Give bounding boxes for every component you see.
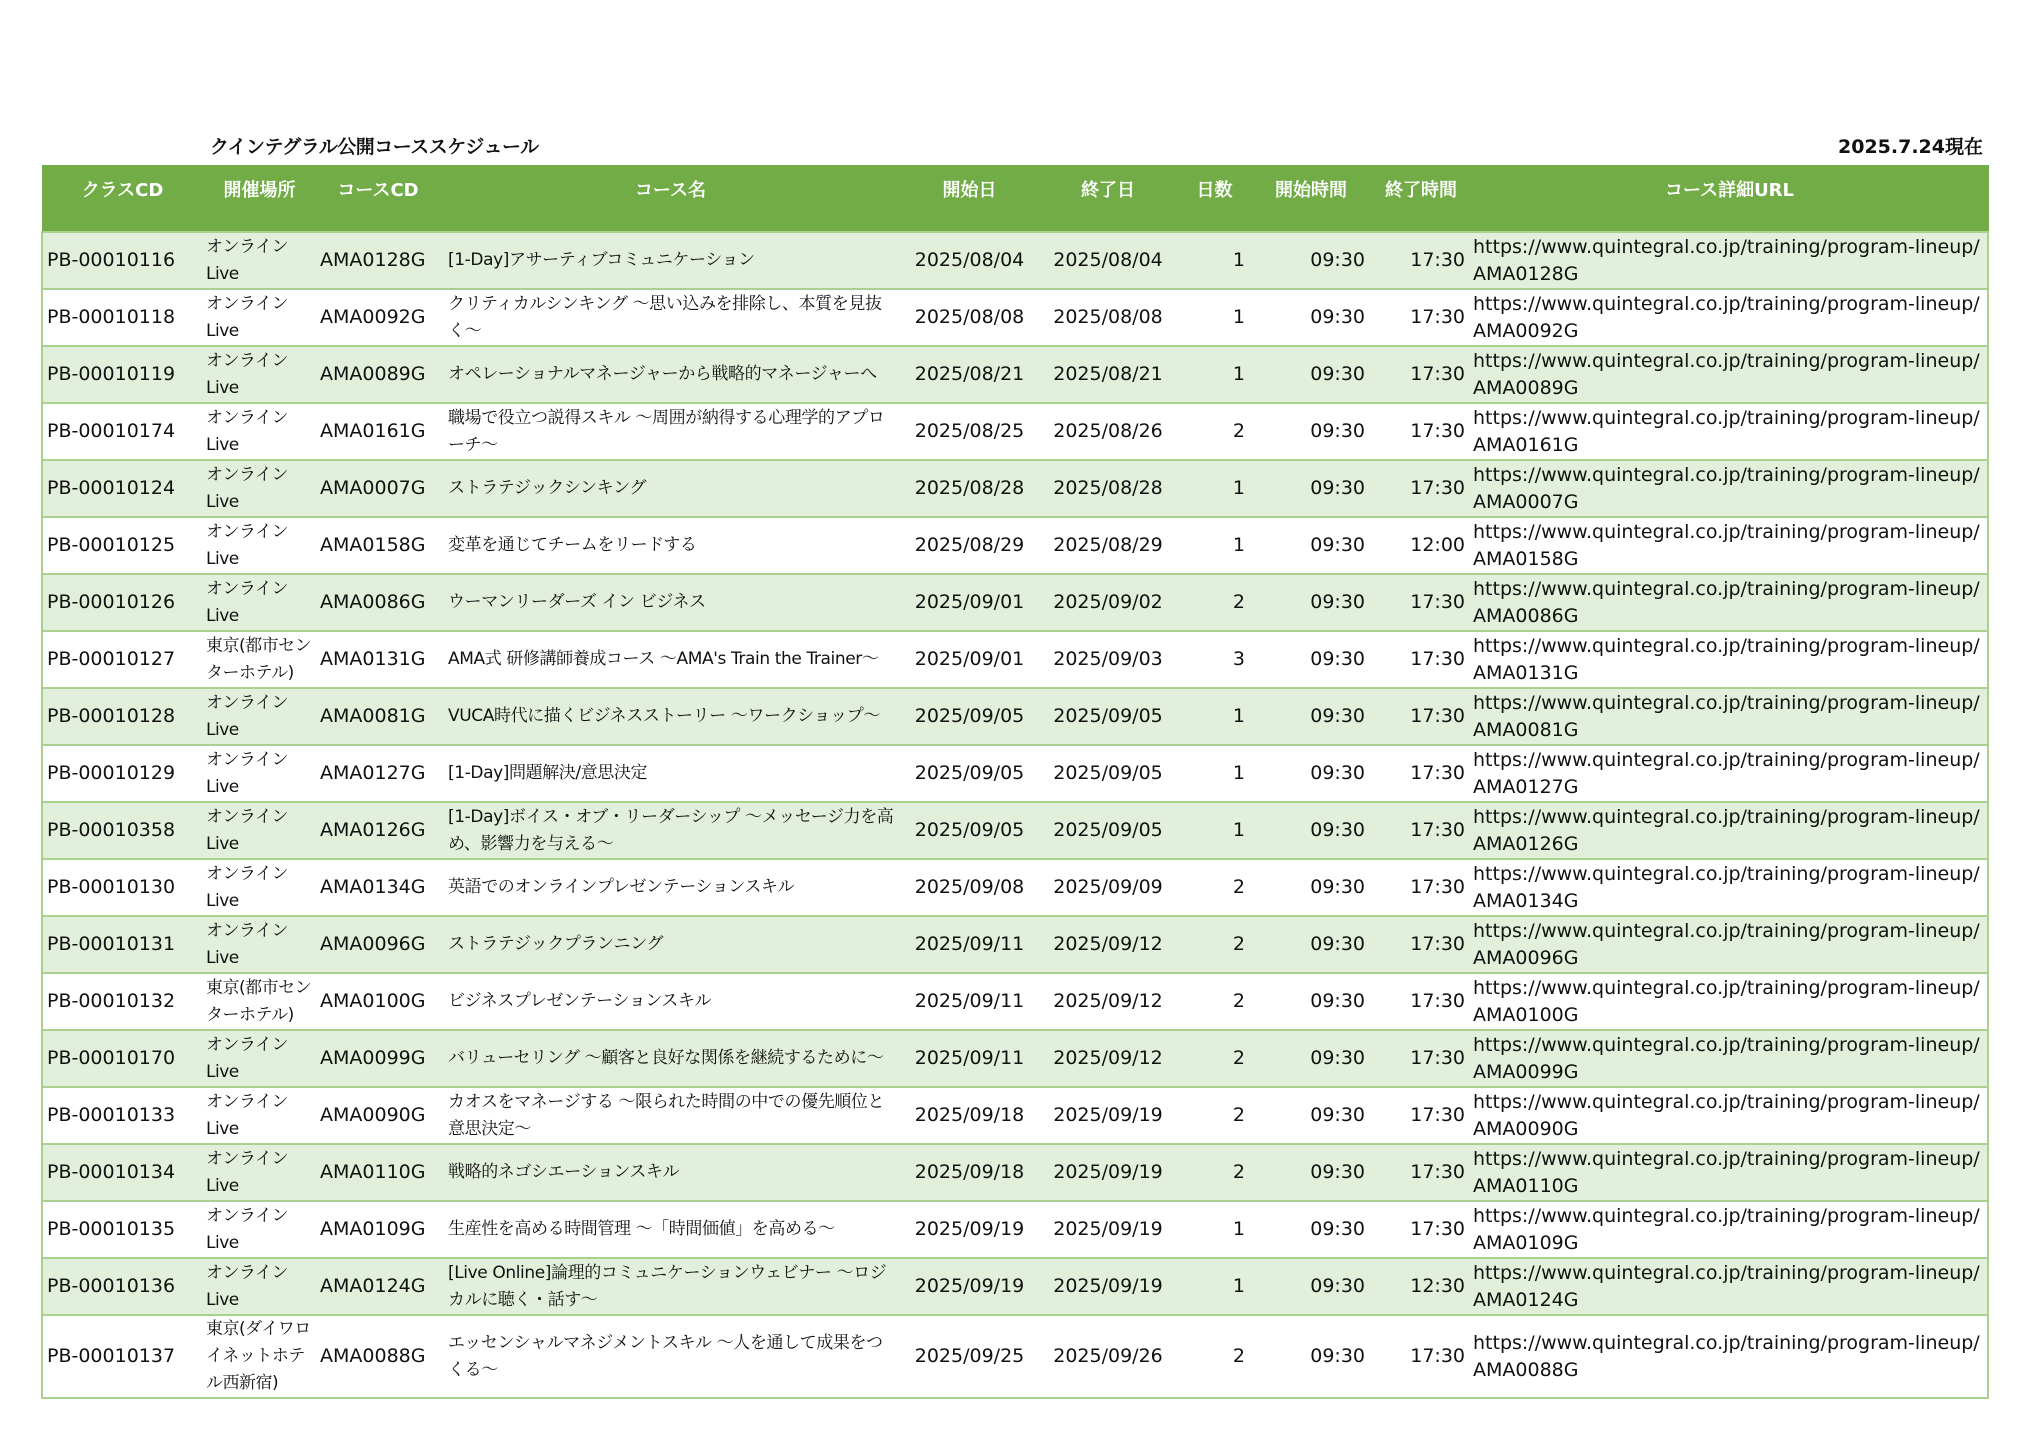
end-date-cell: 2025/09/19: [1038, 1258, 1178, 1315]
table-row: [42, 460, 1988, 517]
venue-cell: オンライン Live: [203, 1087, 316, 1144]
document-title: クインテグラル公開コーススケジュール: [210, 136, 539, 158]
table-row: [42, 973, 1988, 1030]
venue-cell: 東京(ダイワロイネットホテル西新宿): [203, 1315, 316, 1398]
end-date-cell: 2025/08/21: [1038, 346, 1178, 403]
end-time-cell: 17:30: [1371, 688, 1471, 745]
course-cd-cell: AMA0127G: [316, 745, 440, 802]
header-start-date: 開始日: [901, 165, 1038, 232]
course-cd-cell: AMA0007G: [316, 460, 440, 517]
header-end-time: 終了時間: [1371, 165, 1471, 232]
header-course-cd: コースCD: [316, 165, 440, 232]
table-row: [42, 574, 1988, 631]
class-cd-cell: PB-00010132: [42, 973, 203, 1030]
table-row: [42, 289, 1988, 346]
start-date-cell: 2025/09/05: [901, 688, 1038, 745]
start-date-cell: 2025/09/05: [901, 745, 1038, 802]
class-cd-cell: PB-00010126: [42, 574, 203, 631]
end-time-cell: 17:30: [1371, 631, 1471, 688]
venue-cell: オンライン Live: [203, 574, 316, 631]
as-of-date: 2025.7.24現在: [1838, 136, 1983, 158]
start-time-cell: 09:30: [1251, 460, 1371, 517]
class-cd-cell: PB-00010170: [42, 1030, 203, 1087]
end-time-cell: 17:30: [1371, 973, 1471, 1030]
venue-cell: オンライン Live: [203, 403, 316, 460]
header-row: [42, 165, 1988, 232]
days-cell: 1: [1178, 460, 1251, 517]
venue-cell: オンライン Live: [203, 1201, 316, 1258]
course-url-link[interactable]: https://www.quintegral.co.jp/training/program-lineup/AMA0128G: [1471, 232, 1988, 289]
class-cd-cell: PB-00010135: [42, 1201, 203, 1258]
class-cd-cell: PB-00010119: [42, 346, 203, 403]
end-time-cell: 17:30: [1371, 1201, 1471, 1258]
course-name-cell: 職場で役立つ説得スキル ～周囲が納得する心理学的アプローチ～: [440, 403, 901, 460]
course-name-cell: カオスをマネージする ～限られた時間の中での優先順位と意思決定～: [440, 1087, 901, 1144]
venue-cell: オンライン Live: [203, 1258, 316, 1315]
venue-cell: 東京(都市センターホテル): [203, 631, 316, 688]
course-url-link[interactable]: https://www.quintegral.co.jp/training/program-lineup/AMA0124G: [1471, 1258, 1988, 1315]
course-cd-cell: AMA0126G: [316, 802, 440, 859]
end-date-cell: 2025/08/04: [1038, 232, 1178, 289]
start-date-cell: 2025/08/28: [901, 460, 1038, 517]
table-row: [42, 403, 1988, 460]
class-cd-cell: PB-00010118: [42, 289, 203, 346]
course-cd-cell: AMA0158G: [316, 517, 440, 574]
course-cd-cell: AMA0092G: [316, 289, 440, 346]
end-date-cell: 2025/09/03: [1038, 631, 1178, 688]
days-cell: 1: [1178, 802, 1251, 859]
course-url-link[interactable]: https://www.quintegral.co.jp/training/program-lineup/AMA0088G: [1471, 1315, 1988, 1398]
start-date-cell: 2025/09/25: [901, 1315, 1038, 1398]
start-time-cell: 09:30: [1251, 859, 1371, 916]
header-start-time: 開始時間: [1251, 165, 1371, 232]
venue-cell: オンライン Live: [203, 460, 316, 517]
course-name-cell: AMA式 研修講師養成コース ～AMA's Train the Trainer～: [440, 631, 901, 688]
days-cell: 1: [1178, 232, 1251, 289]
start-time-cell: 09:30: [1251, 973, 1371, 1030]
table-row: [42, 517, 1988, 574]
course-url-link[interactable]: https://www.quintegral.co.jp/training/program-lineup/AMA0007G: [1471, 460, 1988, 517]
header-days: 日数: [1178, 165, 1251, 232]
table-row: [42, 232, 1988, 289]
class-cd-cell: PB-00010131: [42, 916, 203, 973]
course-name-cell: ストラテジックシンキング: [440, 460, 901, 517]
table-row: [42, 1201, 1988, 1258]
course-name-cell: ウーマンリーダーズ イン ビジネス: [440, 574, 901, 631]
course-cd-cell: AMA0086G: [316, 574, 440, 631]
class-cd-cell: PB-00010174: [42, 403, 203, 460]
course-url-link[interactable]: https://www.quintegral.co.jp/training/program-lineup/AMA0127G: [1471, 745, 1988, 802]
course-url-link[interactable]: https://www.quintegral.co.jp/training/program-lineup/AMA0090G: [1471, 1087, 1988, 1144]
class-cd-cell: PB-00010129: [42, 745, 203, 802]
course-url-link[interactable]: https://www.quintegral.co.jp/training/program-lineup/AMA0100G: [1471, 973, 1988, 1030]
course-url-link[interactable]: https://www.quintegral.co.jp/training/program-lineup/AMA0092G: [1471, 289, 1988, 346]
end-date-cell: 2025/09/12: [1038, 916, 1178, 973]
end-date-cell: 2025/09/12: [1038, 1030, 1178, 1087]
course-cd-cell: AMA0090G: [316, 1087, 440, 1144]
start-date-cell: 2025/09/19: [901, 1258, 1038, 1315]
start-date-cell: 2025/09/19: [901, 1201, 1038, 1258]
start-time-cell: 09:30: [1251, 745, 1371, 802]
course-url-link[interactable]: https://www.quintegral.co.jp/training/program-lineup/AMA0158G: [1471, 517, 1988, 574]
days-cell: 2: [1178, 1315, 1251, 1398]
end-time-cell: 17:30: [1371, 859, 1471, 916]
course-name-cell: オペレーショナルマネージャーから戦略的マネージャーへ: [440, 346, 901, 403]
end-time-cell: 17:30: [1371, 802, 1471, 859]
class-cd-cell: PB-00010358: [42, 802, 203, 859]
class-cd-cell: PB-00010127: [42, 631, 203, 688]
end-time-cell: 17:30: [1371, 745, 1471, 802]
course-cd-cell: AMA0109G: [316, 1201, 440, 1258]
course-cd-cell: AMA0131G: [316, 631, 440, 688]
class-cd-cell: PB-00010133: [42, 1087, 203, 1144]
venue-cell: オンライン Live: [203, 859, 316, 916]
start-date-cell: 2025/08/21: [901, 346, 1038, 403]
end-date-cell: 2025/08/29: [1038, 517, 1178, 574]
end-date-cell: 2025/09/05: [1038, 802, 1178, 859]
start-date-cell: 2025/09/08: [901, 859, 1038, 916]
course-cd-cell: AMA0124G: [316, 1258, 440, 1315]
course-cd-cell: AMA0161G: [316, 403, 440, 460]
course-url-link[interactable]: https://www.quintegral.co.jp/training/program-lineup/AMA0089G: [1471, 346, 1988, 403]
course-cd-cell: AMA0081G: [316, 688, 440, 745]
course-name-cell: [Live Online]論理的コミュニケーションウェビナー ～ロジカルに聴く・話す～: [440, 1258, 901, 1315]
course-cd-cell: AMA0089G: [316, 346, 440, 403]
start-date-cell: 2025/09/05: [901, 802, 1038, 859]
days-cell: 1: [1178, 688, 1251, 745]
course-cd-cell: AMA0099G: [316, 1030, 440, 1087]
days-cell: 2: [1178, 574, 1251, 631]
table-row: [42, 1087, 1988, 1144]
course-name-cell: [1-Day]ボイス・オブ・リーダーシップ ～メッセージ力を高め、影響力を与える～: [440, 802, 901, 859]
class-cd-cell: PB-00010134: [42, 1144, 203, 1201]
header-venue: 開催場所: [203, 165, 316, 232]
end-date-cell: 2025/09/19: [1038, 1201, 1178, 1258]
table-row: [42, 1144, 1988, 1201]
table-row: [42, 688, 1988, 745]
venue-cell: オンライン Live: [203, 1144, 316, 1201]
table-row: [42, 859, 1988, 916]
days-cell: 1: [1178, 1258, 1251, 1315]
course-url-link[interactable]: https://www.quintegral.co.jp/training/program-lineup/AMA0126G: [1471, 802, 1988, 859]
start-time-cell: 09:30: [1251, 517, 1371, 574]
start-date-cell: 2025/09/01: [901, 574, 1038, 631]
venue-cell: オンライン Live: [203, 745, 316, 802]
class-cd-cell: PB-00010124: [42, 460, 203, 517]
course-name-cell: ビジネスプレゼンテーションスキル: [440, 973, 901, 1030]
end-time-cell: 17:30: [1371, 232, 1471, 289]
course-name-cell: 英語でのオンラインプレゼンテーションスキル: [440, 859, 901, 916]
end-time-cell: 17:30: [1371, 916, 1471, 973]
course-url-link[interactable]: https://www.quintegral.co.jp/training/program-lineup/AMA0096G: [1471, 916, 1988, 973]
start-date-cell: 2025/08/08: [901, 289, 1038, 346]
end-date-cell: 2025/09/05: [1038, 745, 1178, 802]
start-time-cell: 09:30: [1251, 289, 1371, 346]
venue-cell: オンライン Live: [203, 289, 316, 346]
header-course-name: コース名: [440, 165, 901, 232]
end-time-cell: 12:00: [1371, 517, 1471, 574]
course-name-cell: 変革を通じてチームをリードする: [440, 517, 901, 574]
table-row: [42, 1315, 1988, 1398]
days-cell: 2: [1178, 1087, 1251, 1144]
end-time-cell: 17:30: [1371, 1144, 1471, 1201]
course-cd-cell: AMA0088G: [316, 1315, 440, 1398]
table-row: [42, 1030, 1988, 1087]
header-url: コース詳細URL: [1471, 165, 1988, 232]
table-row: [42, 802, 1988, 859]
start-date-cell: 2025/09/18: [901, 1144, 1038, 1201]
days-cell: 1: [1178, 346, 1251, 403]
start-time-cell: 09:30: [1251, 403, 1371, 460]
course-name-cell: VUCA時代に描くビジネスストーリー ～ワークショップ～: [440, 688, 901, 745]
days-cell: 1: [1178, 517, 1251, 574]
end-time-cell: 17:30: [1371, 460, 1471, 517]
end-time-cell: 17:30: [1371, 1315, 1471, 1398]
course-name-cell: バリューセリング ～顧客と良好な関係を継続するために～: [440, 1030, 901, 1087]
course-name-cell: [1-Day]アサーティブコミュニケーション: [440, 232, 901, 289]
end-date-cell: 2025/08/28: [1038, 460, 1178, 517]
days-cell: 1: [1178, 289, 1251, 346]
course-url-link[interactable]: https://www.quintegral.co.jp/training/program-lineup/AMA0161G: [1471, 403, 1988, 460]
end-date-cell: 2025/09/26: [1038, 1315, 1178, 1398]
end-date-cell: 2025/09/12: [1038, 973, 1178, 1030]
course-name-cell: クリティカルシンキング ～思い込みを排除し、本質を見抜く～: [440, 289, 901, 346]
start-time-cell: 09:30: [1251, 1030, 1371, 1087]
venue-cell: オンライン Live: [203, 1030, 316, 1087]
course-url-link[interactable]: https://www.quintegral.co.jp/training/program-lineup/AMA0099G: [1471, 1030, 1988, 1087]
table-row: [42, 346, 1988, 403]
end-time-cell: 17:30: [1371, 1087, 1471, 1144]
start-time-cell: 09:30: [1251, 688, 1371, 745]
course-url-link[interactable]: https://www.quintegral.co.jp/training/program-lineup/AMA0081G: [1471, 688, 1988, 745]
days-cell: 2: [1178, 916, 1251, 973]
course-cd-cell: AMA0096G: [316, 916, 440, 973]
course-schedule-table: [41, 165, 1989, 1399]
start-time-cell: 09:30: [1251, 1144, 1371, 1201]
table-row: [42, 631, 1988, 688]
days-cell: 2: [1178, 859, 1251, 916]
schedule-body: [42, 232, 1988, 1398]
days-cell: 2: [1178, 1030, 1251, 1087]
end-date-cell: 2025/09/09: [1038, 859, 1178, 916]
start-time-cell: 09:30: [1251, 346, 1371, 403]
start-date-cell: 2025/09/11: [901, 1030, 1038, 1087]
end-date-cell: 2025/09/19: [1038, 1144, 1178, 1201]
start-time-cell: 09:30: [1251, 916, 1371, 973]
course-cd-cell: AMA0100G: [316, 973, 440, 1030]
end-date-cell: 2025/08/08: [1038, 289, 1178, 346]
table-row: [42, 1258, 1988, 1315]
end-time-cell: 17:30: [1371, 346, 1471, 403]
start-time-cell: 09:30: [1251, 802, 1371, 859]
end-time-cell: 17:30: [1371, 403, 1471, 460]
course-url-link[interactable]: https://www.quintegral.co.jp/training/program-lineup/AMA0110G: [1471, 1144, 1988, 1201]
course-name-cell: 戦略的ネゴシエーションスキル: [440, 1144, 901, 1201]
course-name-cell: エッセンシャルマネジメントスキル ～人を通して成果をつくる～: [440, 1315, 901, 1398]
venue-cell: オンライン Live: [203, 688, 316, 745]
venue-cell: オンライン Live: [203, 517, 316, 574]
course-url-link[interactable]: https://www.quintegral.co.jp/training/program-lineup/AMA0131G: [1471, 631, 1988, 688]
end-time-cell: 17:30: [1371, 289, 1471, 346]
end-time-cell: 17:30: [1371, 1030, 1471, 1087]
header-end-date: 終了日: [1038, 165, 1178, 232]
start-time-cell: 09:30: [1251, 1258, 1371, 1315]
days-cell: 3: [1178, 631, 1251, 688]
course-url-link[interactable]: https://www.quintegral.co.jp/training/program-lineup/AMA0109G: [1471, 1201, 1988, 1258]
end-time-cell: 12:30: [1371, 1258, 1471, 1315]
class-cd-cell: PB-00010136: [42, 1258, 203, 1315]
course-name-cell: 生産性を高める時間管理 ～「時間価値」を高める～: [440, 1201, 901, 1258]
start-time-cell: 09:30: [1251, 631, 1371, 688]
venue-cell: オンライン Live: [203, 802, 316, 859]
class-cd-cell: PB-00010125: [42, 517, 203, 574]
course-cd-cell: AMA0128G: [316, 232, 440, 289]
end-date-cell: 2025/08/26: [1038, 403, 1178, 460]
venue-cell: オンライン Live: [203, 232, 316, 289]
end-date-cell: 2025/09/02: [1038, 574, 1178, 631]
table-row: [42, 916, 1988, 973]
start-time-cell: 09:30: [1251, 1201, 1371, 1258]
course-cd-cell: AMA0110G: [316, 1144, 440, 1201]
start-date-cell: 2025/09/01: [901, 631, 1038, 688]
course-name-cell: ストラテジックプランニング: [440, 916, 901, 973]
course-url-link[interactable]: https://www.quintegral.co.jp/training/program-lineup/AMA0086G: [1471, 574, 1988, 631]
start-time-cell: 09:30: [1251, 1087, 1371, 1144]
start-time-cell: 09:30: [1251, 232, 1371, 289]
start-date-cell: 2025/08/04: [901, 232, 1038, 289]
end-time-cell: 17:30: [1371, 574, 1471, 631]
start-date-cell: 2025/08/25: [901, 403, 1038, 460]
start-date-cell: 2025/09/11: [901, 916, 1038, 973]
class-cd-cell: PB-00010130: [42, 859, 203, 916]
days-cell: 2: [1178, 1144, 1251, 1201]
course-cd-cell: AMA0134G: [316, 859, 440, 916]
days-cell: 1: [1178, 1201, 1251, 1258]
venue-cell: オンライン Live: [203, 916, 316, 973]
class-cd-cell: PB-00010128: [42, 688, 203, 745]
course-url-link[interactable]: https://www.quintegral.co.jp/training/program-lineup/AMA0134G: [1471, 859, 1988, 916]
start-time-cell: 09:30: [1251, 1315, 1371, 1398]
start-date-cell: 2025/08/29: [901, 517, 1038, 574]
table-row: [42, 745, 1988, 802]
days-cell: 2: [1178, 973, 1251, 1030]
course-name-cell: [1-Day]問題解決/意思決定: [440, 745, 901, 802]
start-time-cell: 09:30: [1251, 574, 1371, 631]
end-date-cell: 2025/09/19: [1038, 1087, 1178, 1144]
start-date-cell: 2025/09/11: [901, 973, 1038, 1030]
days-cell: 1: [1178, 745, 1251, 802]
start-date-cell: 2025/09/18: [901, 1087, 1038, 1144]
class-cd-cell: PB-00010116: [42, 232, 203, 289]
venue-cell: オンライン Live: [203, 346, 316, 403]
class-cd-cell: PB-00010137: [42, 1315, 203, 1398]
days-cell: 2: [1178, 403, 1251, 460]
header-class-cd: クラスCD: [42, 165, 203, 232]
venue-cell: 東京(都市センターホテル): [203, 973, 316, 1030]
end-date-cell: 2025/09/05: [1038, 688, 1178, 745]
